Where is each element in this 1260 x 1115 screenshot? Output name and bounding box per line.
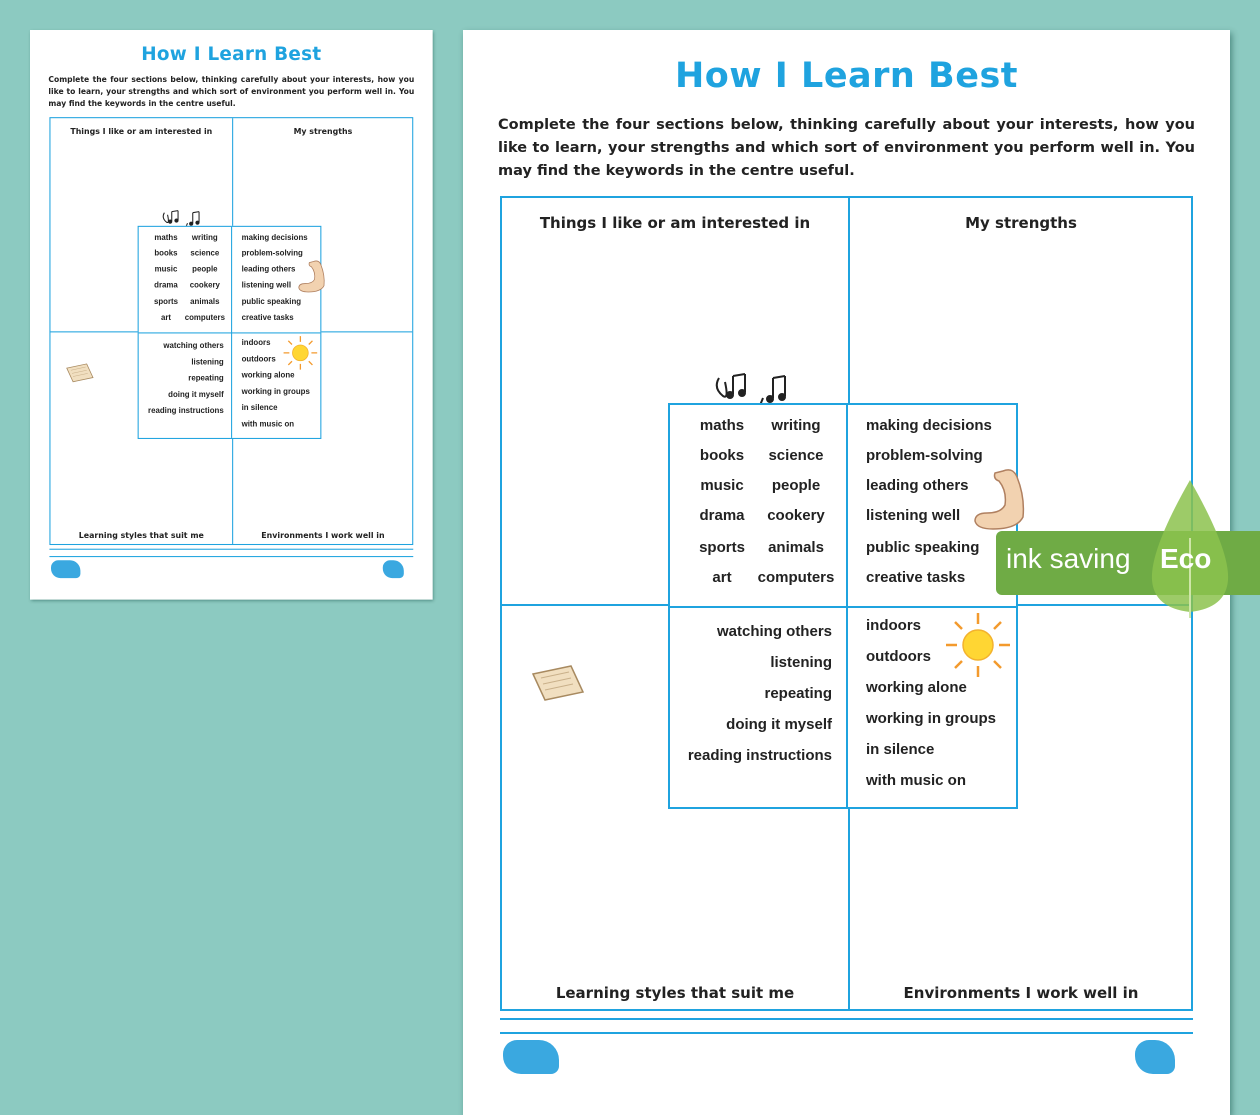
keyword: music bbox=[154, 264, 178, 274]
sun-icon bbox=[282, 335, 319, 372]
title: How I Learn Best bbox=[141, 43, 322, 65]
keyword: creative tasks bbox=[866, 569, 966, 586]
keyword: outdoors bbox=[866, 648, 931, 665]
keyword: making decisions bbox=[241, 233, 308, 243]
keyword: animals bbox=[768, 539, 824, 556]
keyword: repeating bbox=[188, 373, 224, 383]
keyword: drama bbox=[154, 280, 178, 290]
keyword: cookery bbox=[189, 280, 220, 290]
footer-divider bbox=[49, 549, 413, 550]
keyword: listening well bbox=[866, 507, 961, 524]
keyword: writing bbox=[191, 233, 218, 243]
publisher-logo bbox=[51, 560, 80, 578]
publisher-logo bbox=[503, 1040, 559, 1074]
keyword: doing it myself bbox=[168, 390, 224, 400]
keyword: with music on bbox=[241, 419, 295, 429]
keyword: drama bbox=[699, 507, 745, 524]
scroll-icon bbox=[64, 361, 96, 384]
keyword: outdoors bbox=[241, 354, 276, 364]
flexed-arm-icon bbox=[298, 258, 330, 294]
quadrant-label-strengths: My strengths bbox=[965, 214, 1077, 232]
keyword: public speaking bbox=[866, 539, 980, 556]
keyword: problem-solving bbox=[866, 447, 983, 464]
keyword: listening well bbox=[241, 280, 292, 290]
keyword: computers bbox=[757, 569, 835, 586]
keyword: watching others bbox=[163, 341, 224, 351]
flexed-arm-icon bbox=[973, 465, 1033, 533]
divider bbox=[139, 332, 321, 333]
keyword: books bbox=[699, 447, 745, 464]
title: How I Learn Best bbox=[674, 56, 1019, 96]
keyword: sports bbox=[153, 297, 179, 307]
quadrant-label-interests: Things I like or am interested in bbox=[70, 126, 213, 137]
keyword: in silence bbox=[241, 403, 278, 413]
keyword: indoors bbox=[241, 338, 271, 348]
keyword: science bbox=[768, 447, 824, 464]
quadrant-label-learning-styles: Learning styles that suit me bbox=[555, 984, 795, 1002]
quadrant-label-learning-styles: Learning styles that suit me bbox=[78, 530, 204, 541]
keyword: indoors bbox=[866, 617, 921, 634]
instructions: Complete the four sections below, thinking carefully about your interests, how you like to learn, your strengths and which sort of environment you perform well in. You may find the keywords in the centre useful. bbox=[48, 75, 415, 109]
keyword: repeating bbox=[764, 685, 832, 702]
keyword: maths bbox=[154, 233, 178, 243]
keyword: maths bbox=[699, 417, 745, 434]
keyword: sports bbox=[699, 539, 745, 556]
keyword: doing it myself bbox=[726, 716, 832, 733]
keyword: problem-solving bbox=[241, 248, 303, 258]
keyword: music bbox=[700, 477, 744, 494]
keywords-box bbox=[668, 403, 1018, 809]
keyword: leading others bbox=[241, 264, 296, 274]
keyword: listening bbox=[191, 357, 224, 367]
worksheet-preview-small bbox=[30, 30, 433, 600]
quadrant-label-environments: Environments I work well in bbox=[261, 530, 385, 541]
footer-divider bbox=[500, 1018, 1193, 1020]
quadrant-label-strengths: My strengths bbox=[293, 126, 353, 137]
keyword: people bbox=[192, 264, 218, 274]
keyword: public speaking bbox=[241, 297, 302, 307]
keyword: art bbox=[160, 312, 172, 322]
keyword: art bbox=[712, 569, 732, 586]
keyword: working in groups bbox=[866, 710, 996, 727]
keyword: with music on bbox=[866, 772, 967, 789]
keyword: leading others bbox=[866, 477, 969, 494]
keyword: computers bbox=[184, 312, 225, 322]
keyword: working alone bbox=[241, 370, 295, 380]
keyword: books bbox=[154, 248, 178, 258]
keyword: working in groups bbox=[241, 386, 310, 396]
keyword: in silence bbox=[866, 741, 935, 758]
keywords-box bbox=[138, 226, 322, 439]
divider bbox=[670, 606, 1016, 608]
footer-divider bbox=[500, 1032, 1193, 1034]
keyword: creative tasks bbox=[241, 312, 294, 322]
quadrant-label-environments: Environments I work well in bbox=[903, 984, 1139, 1002]
keyword: making decisions bbox=[866, 417, 992, 434]
sun-icon bbox=[943, 610, 1013, 680]
quadrant-label-interests: Things I like or am interested in bbox=[539, 214, 811, 232]
keyword: cookery bbox=[767, 507, 825, 524]
footer-divider bbox=[49, 556, 413, 557]
keyword: reading instructions bbox=[148, 406, 224, 416]
keyword: listening bbox=[770, 654, 832, 671]
ink-saving-label: ink saving bbox=[1006, 543, 1131, 574]
keyword: writing bbox=[771, 417, 821, 434]
publisher-logo bbox=[1135, 1040, 1175, 1074]
keyword: science bbox=[190, 248, 220, 258]
scroll-icon bbox=[527, 660, 587, 704]
eco-label: Eco bbox=[1160, 543, 1212, 574]
instructions: Complete the four sections below, thinking carefully about your interests, how you like to learn, your strengths and which sort of environment you perform well in. You may find the keywords in the centre useful. bbox=[498, 117, 1195, 179]
keyword: animals bbox=[190, 297, 220, 307]
keyword: people bbox=[771, 477, 821, 494]
publisher-logo bbox=[383, 560, 404, 578]
keyword: watching others bbox=[716, 623, 832, 640]
keyword: working alone bbox=[866, 679, 967, 696]
keyword: reading instructions bbox=[687, 747, 832, 764]
